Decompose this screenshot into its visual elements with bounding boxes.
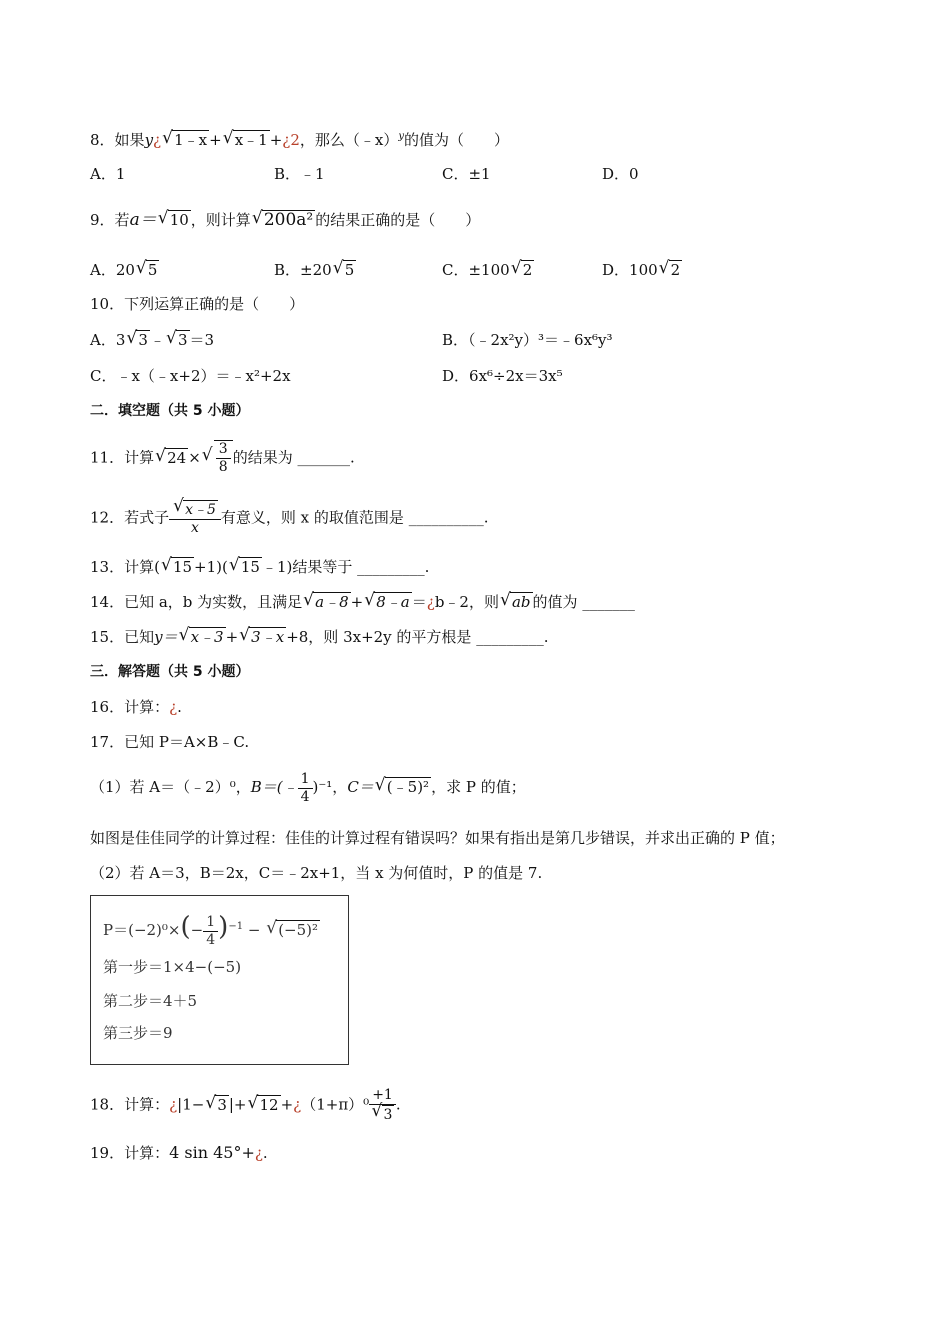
option-c: C．±100√ 2 (442, 260, 534, 280)
question-17-part-1: （1）若 A＝（﹣2）⁰，B＝(﹣ $\frac{1}{4}$ )⁻¹，C＝√ (﹣5)² ，求 P 的值； (90, 770, 526, 806)
option-c: C．±1 (442, 165, 491, 183)
option-c: C．﹣x（﹣x+2）＝﹣x²+2x (90, 367, 291, 385)
question-10: 10．下列运算正确的是（ ） (90, 295, 305, 313)
section-heading: 三．解答题（共 5 小题） (90, 664, 250, 680)
question-17: 17．已知 P＝A×B﹣C. (90, 733, 250, 751)
question-12: 12．若式子 √ $\frac{x﹣5}{x}$ 有意义，则 x 的取值范围是 __________. (90, 500, 488, 537)
option-b: B．±20√ 5 (274, 260, 356, 280)
work-line-1: P＝(−2)⁰×(− $\frac{1}{4}$ )$^{-1}$ − √ (−5)² (103, 910, 320, 949)
question-13: 13．计算(√ 15 +1)(√ 15 ﹣1)结果等于 _________. (90, 557, 429, 577)
question-8: 8．如果y¿√ 1﹣x +√ x﹣1 +¿2，那么（﹣x）$^y$的值为（ ） (90, 127, 509, 150)
question-9: 9．若a＝√ 10 ，则计算√ 200a² 的结果正确的是（ ） (90, 210, 480, 230)
question-16: 16．计算：¿. (90, 698, 182, 716)
option-a: A．3√ 3 ﹣√ 3 ＝3 (90, 330, 214, 350)
option-d: D．0 (602, 165, 639, 183)
option-d: D．100√ 2 (602, 260, 682, 280)
option-b: B．（﹣2x²y）³＝﹣6x⁶y³ (442, 331, 613, 349)
option-a: A．1 (90, 165, 126, 183)
question-17-part-2: （2）若 A＝3，B＝2x，C＝﹣2x+1，当 x 为何值时，P 的值是 7. (90, 864, 543, 882)
option-a: A．20√ 5 (90, 260, 159, 280)
student-work-box (90, 895, 349, 1065)
question-14: 14．已知 a，b 为实数，且满足√ a﹣8 +√ 8﹣a ＝¿b﹣2，则√ ab 的值为 _______ (90, 592, 635, 612)
question-18: 18．计算：¿|1−√ 3 |+√ 12 +¿（1+π）⁰ +1 √ 3 . (90, 1087, 401, 1124)
sqrt: √ 1﹣x (163, 130, 209, 150)
question-15: 15．已知y＝√ x﹣3 +√ 3﹣x +8，则 3x+2y 的平方根是 _________. (90, 627, 549, 647)
sqrt: √ x﹣1 (224, 130, 270, 150)
question-19: 19．计算：4 sin 45°+¿. (90, 1143, 268, 1162)
option-d: D．6x⁶÷2x＝3x⁵ (442, 367, 563, 385)
question-11: 11．计算√ 24 × √ $\frac{3}{8}$ 的结果为 _______. (90, 440, 355, 476)
work-line-4: 第三步＝9 (103, 1024, 173, 1042)
section-heading: 二．填空题（共 5 小题） (90, 403, 250, 419)
work-line-3: 第二步＝4＋5 (103, 992, 198, 1010)
question-17-note: 如图是佳佳同学的计算过程：佳佳的计算过程有错误吗？如果有指出是第几步错误，并求出正确的 P 值； (90, 829, 785, 847)
option-b: B．﹣1 (274, 165, 325, 183)
work-line-2: 第一步＝1×4−(−5) (103, 958, 242, 976)
